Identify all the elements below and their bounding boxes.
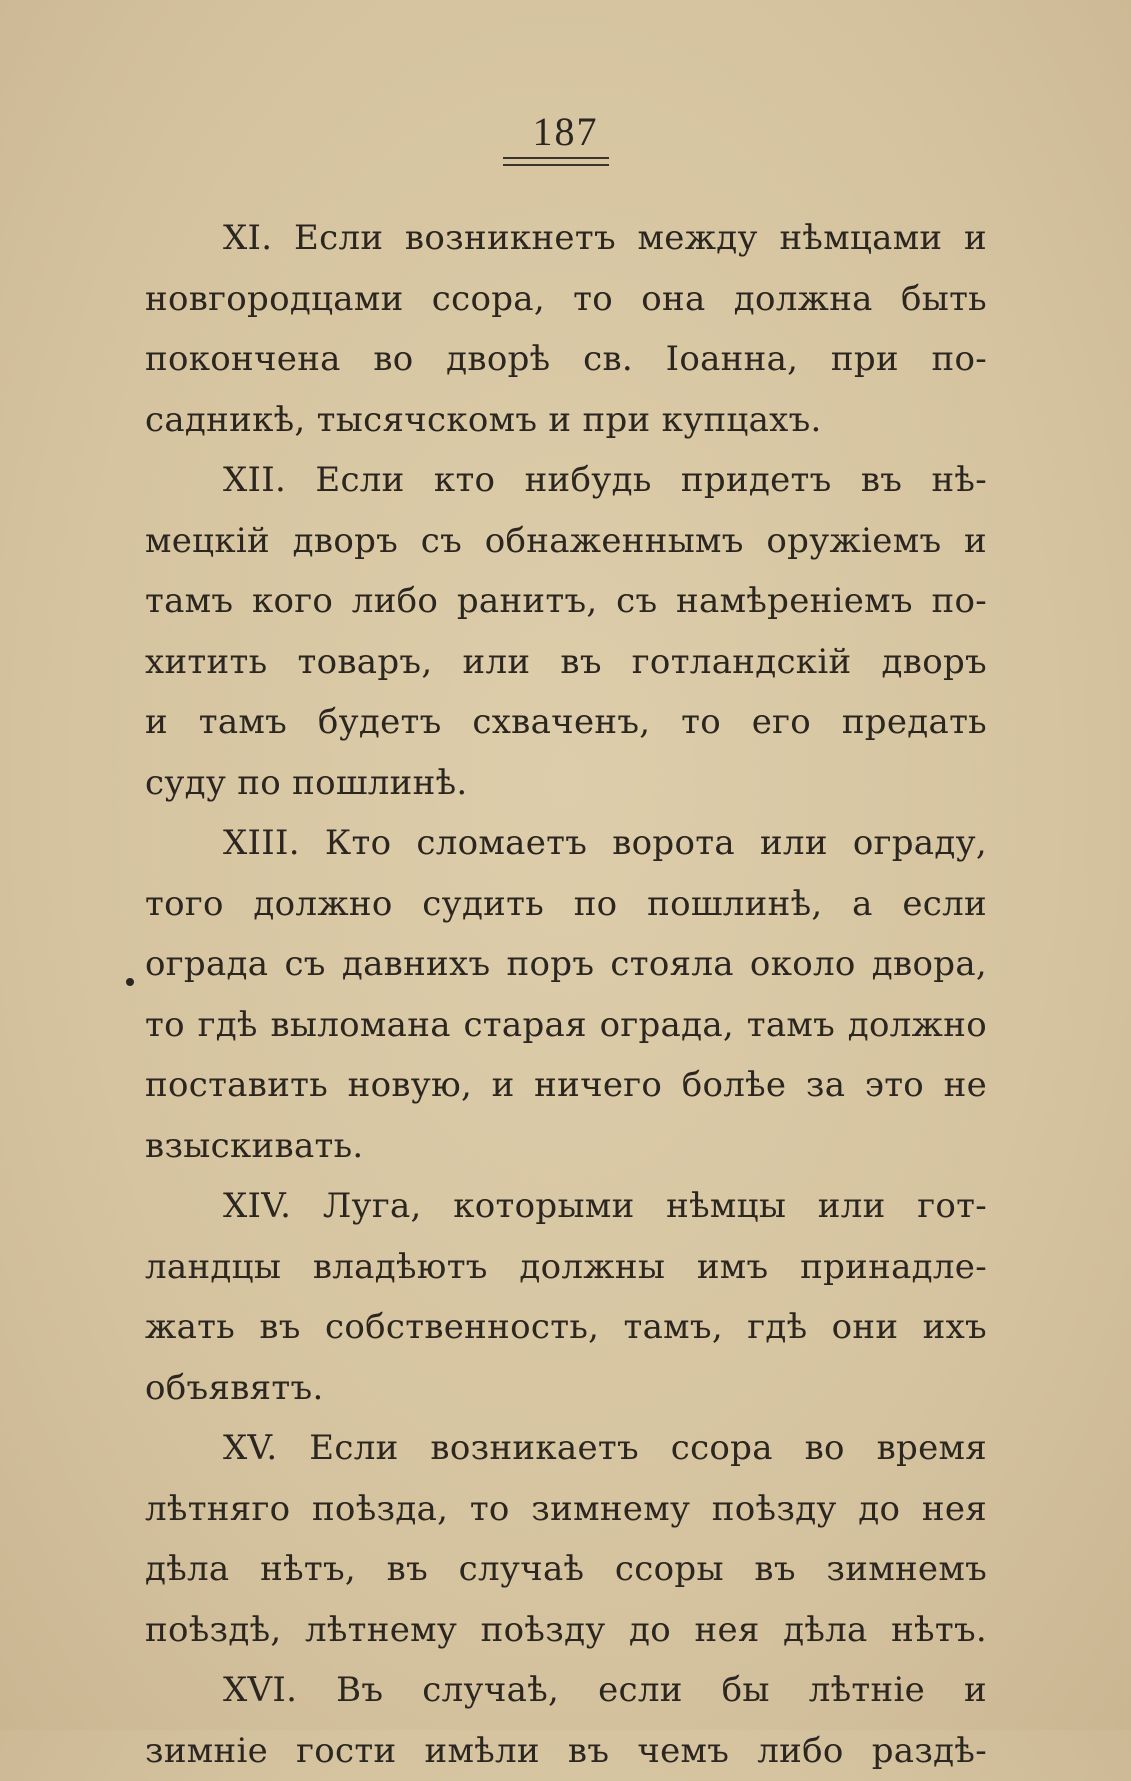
text-line: мецкій дворъ съ обнаженнымъ оружіемъ и (145, 511, 987, 572)
text-line: XI. Если возникнетъ между нѣмцами и (145, 208, 987, 269)
text-line: того должно судить по пошлинѣ, а если (145, 874, 987, 935)
text-line: дѣла нѣтъ, въ случаѣ ссоры въ зимнемъ (145, 1539, 987, 1600)
text-line: то гдѣ выломана старая ограда, тамъ должно (145, 995, 987, 1056)
double-rule-bottom (503, 164, 609, 166)
double-rule-top (503, 157, 609, 159)
text-line: поѣздѣ, лѣтнему поѣзду до нея дѣла нѣтъ. (145, 1600, 987, 1661)
text-line: тамъ кого либо ранитъ, съ намѣреніемъ по- (145, 571, 987, 632)
text-line: лѣтняго поѣзда, то зимнему поѣзду до нея (145, 1479, 987, 1540)
text-line: и тамъ будетъ схваченъ, то его предать (145, 692, 987, 753)
text-line: поставить новую, и ничего болѣе за это не (145, 1055, 987, 1116)
text-line: покончена во дворѣ св. Іоанна, при по- (145, 329, 987, 390)
text-line: новгородцами ссора, то она должна быть (145, 269, 987, 330)
text-line: садникѣ, тысячскомъ и при купцахъ. (145, 390, 987, 451)
text-line: зимніе гости имѣли въ чемъ либо раздѣ- (145, 1721, 987, 1781)
text-line: XIV. Луга, которыми нѣмцы или гот- (145, 1176, 987, 1237)
ink-spot (126, 978, 134, 986)
body-text (145, 208, 987, 1781)
text-line: ограда съ давнихъ поръ стояла около двора, (145, 934, 987, 995)
text-line: объявятъ. (145, 1358, 987, 1419)
text-line: XII. Если кто нибудь придетъ въ нѣ- (145, 450, 987, 511)
text-line: суду по пошлинѣ. (145, 753, 987, 814)
text-line: жать въ собственность, тамъ, гдѣ они ихъ (145, 1297, 987, 1358)
text-line: XVI. Въ случаѣ, если бы лѣтніе и (145, 1660, 987, 1721)
text-line: взыскивать. (145, 1116, 987, 1177)
text-line: хитить товаръ, или въ готландскій дворъ (145, 632, 987, 693)
text-line: ландцы владѣютъ должны имъ принадле- (145, 1237, 987, 1298)
page-number: 187 (0, 108, 1131, 155)
text-line: XIII. Кто сломаетъ ворота или ограду, (145, 813, 987, 874)
text-line: XV. Если возникаетъ ссора во время (145, 1418, 987, 1479)
